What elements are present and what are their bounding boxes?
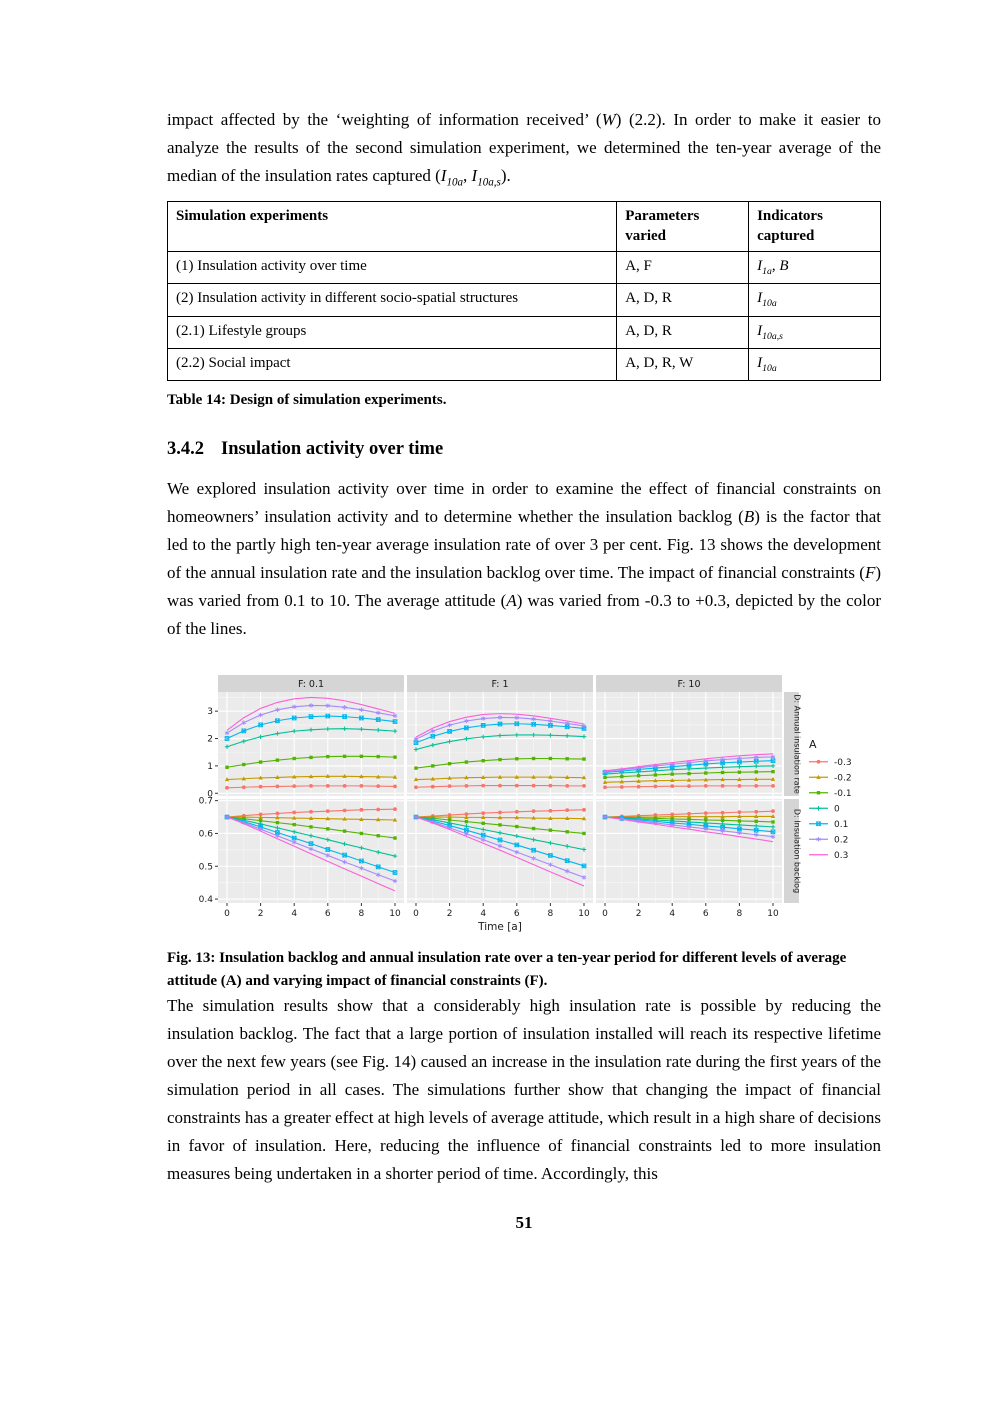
table-header-indicators: Indicators captured — [749, 201, 881, 252]
svg-text:F: 10: F: 10 — [677, 679, 701, 691]
svg-text:6: 6 — [324, 909, 331, 920]
section-heading — [167, 439, 881, 460]
section-number: 3.4.2 — [167, 438, 204, 459]
table-header-experiments: Simulation experiments — [168, 201, 617, 252]
table-header-row — [168, 201, 881, 252]
svg-text:A: A — [809, 737, 817, 751]
table-row — [168, 316, 881, 348]
svg-text:8: 8 — [358, 909, 365, 920]
paragraph-intro: impact affected by the ‘weighting of information received’ (W) (2.2). In order to make it easier to analyze the results of the second simulation experiment, we determined the ten-year average of the median of the insulation rates captured ($I_{10a}$, $I_{10a,s}$). — [167, 110, 881, 189]
cell-indicators: $I_{10a}$ — [749, 348, 881, 380]
table-row — [168, 284, 881, 316]
svg-text:8: 8 — [736, 909, 743, 920]
cell-indicators: $I_{10a}$ — [749, 284, 881, 316]
section-title: Insulation activity over time — [221, 438, 444, 459]
paragraph-method: We explored insulation activity over time in order to examine the effect of financial constraints on homeowners’ insulation activity and to determine whether the insulation backlog (B) is the factor that led to the partly high ten-year average insulation rate of over 3 per cent. Fig. 13 shows the development of the annual insulation rate and the insulation backlog over time. The impact of financial constraints (F) was varied from 0.1 to 10. The average attitude (A) was varied from -0.3 to +0.3, depicted by the color of the lines. — [167, 478, 881, 639]
svg-text:F: 0.1: F: 0.1 — [297, 679, 325, 691]
cell-parameters: A, F — [617, 252, 749, 284]
cell-parameters: A, D, R — [617, 284, 749, 316]
figure-13 — [167, 669, 881, 933]
svg-text:0.6: 0.6 — [198, 829, 213, 840]
cell-experiment: (2.1) Lifestyle groups — [168, 316, 617, 348]
svg-text:2: 2 — [207, 734, 213, 745]
svg-text:0.4: 0.4 — [198, 895, 213, 906]
svg-text:1: 1 — [207, 762, 213, 773]
svg-text:2: 2 — [446, 909, 453, 920]
figure-caption: Fig. 13: Insulation backlog and annual insulation rate over a ten-year period for different levels of average attitude (A) and varying impact of financial constraints (F). — [167, 950, 847, 989]
cell-parameters: A, D, R — [617, 316, 749, 348]
svg-text:0: 0 — [224, 909, 230, 920]
svg-text:0.1: 0.1 — [834, 819, 849, 830]
svg-text:10: 10 — [389, 909, 401, 920]
svg-text:3: 3 — [207, 707, 213, 718]
experiments-table — [167, 201, 881, 381]
svg-text:6: 6 — [513, 909, 520, 920]
svg-text:10: 10 — [578, 909, 590, 920]
svg-text:8: 8 — [547, 909, 554, 920]
table-row — [168, 348, 881, 380]
svg-text:-0.1: -0.1 — [834, 788, 852, 799]
svg-text:D: Annual insulation rate: D: Annual insulation rate — [792, 694, 802, 794]
svg-text:0.7: 0.7 — [198, 796, 213, 807]
page-number: 51 — [515, 1213, 533, 1233]
svg-text:4: 4 — [480, 909, 487, 920]
cell-parameters: A, D, R, W — [617, 348, 749, 380]
cell-indicators: $I_{1a}$, B — [749, 252, 881, 284]
svg-text:F: 1: F: 1 — [491, 679, 509, 691]
svg-text:D: Insulation backlog: D: Insulation backlog — [792, 808, 802, 894]
faceted-line-chart — [188, 669, 860, 933]
svg-text:0: 0 — [602, 909, 608, 920]
table-caption: Table 14: Design of simulation experiments. — [167, 391, 447, 408]
svg-text:10: 10 — [767, 909, 779, 920]
svg-text:0: 0 — [413, 909, 419, 920]
svg-text:0: 0 — [834, 804, 840, 815]
svg-text:2: 2 — [257, 909, 264, 920]
svg-text:-0.2: -0.2 — [834, 773, 852, 784]
table-header-parameters: Parameters varied — [617, 201, 749, 252]
svg-text:4: 4 — [669, 909, 676, 920]
cell-experiment: (1) Insulation activity over time — [168, 252, 617, 284]
table-row — [168, 252, 881, 284]
svg-text:Time [a]: Time [a] — [478, 921, 522, 934]
svg-text:0.3: 0.3 — [834, 850, 849, 861]
svg-text:6: 6 — [702, 909, 709, 920]
svg-text:4: 4 — [291, 909, 298, 920]
cell-experiment: (2) Insulation activity in different socio-spatial structures — [168, 284, 617, 316]
svg-text:0: 0 — [207, 789, 213, 800]
svg-text:0.5: 0.5 — [198, 862, 213, 873]
paragraph-results: The simulation results show that a considerably high insulation rate is possible by reducing the insulation backlog. The fact that a large portion of insulation installed will reach its respective lifetime over the next few years (see Fig. 14) caused an increase in the insulation rate during the first years of the simulation period in all cases. The simulations further show that changing the impact of financial constraints has a greater effect at high levels of average attitude, which result in a high share of decisions in favor of insulation. Here, reducing the influence of financial constraints led to more insulation measures being undertaken in a shorter period of time. Accordingly, this — [167, 996, 881, 1184]
cell-experiment: (2.2) Social impact — [168, 348, 617, 380]
svg-text:0.2: 0.2 — [834, 835, 849, 846]
svg-text:2: 2 — [635, 909, 642, 920]
svg-text:-0.3: -0.3 — [834, 757, 852, 768]
cell-indicators: $I_{10a,s}$ — [749, 316, 881, 348]
